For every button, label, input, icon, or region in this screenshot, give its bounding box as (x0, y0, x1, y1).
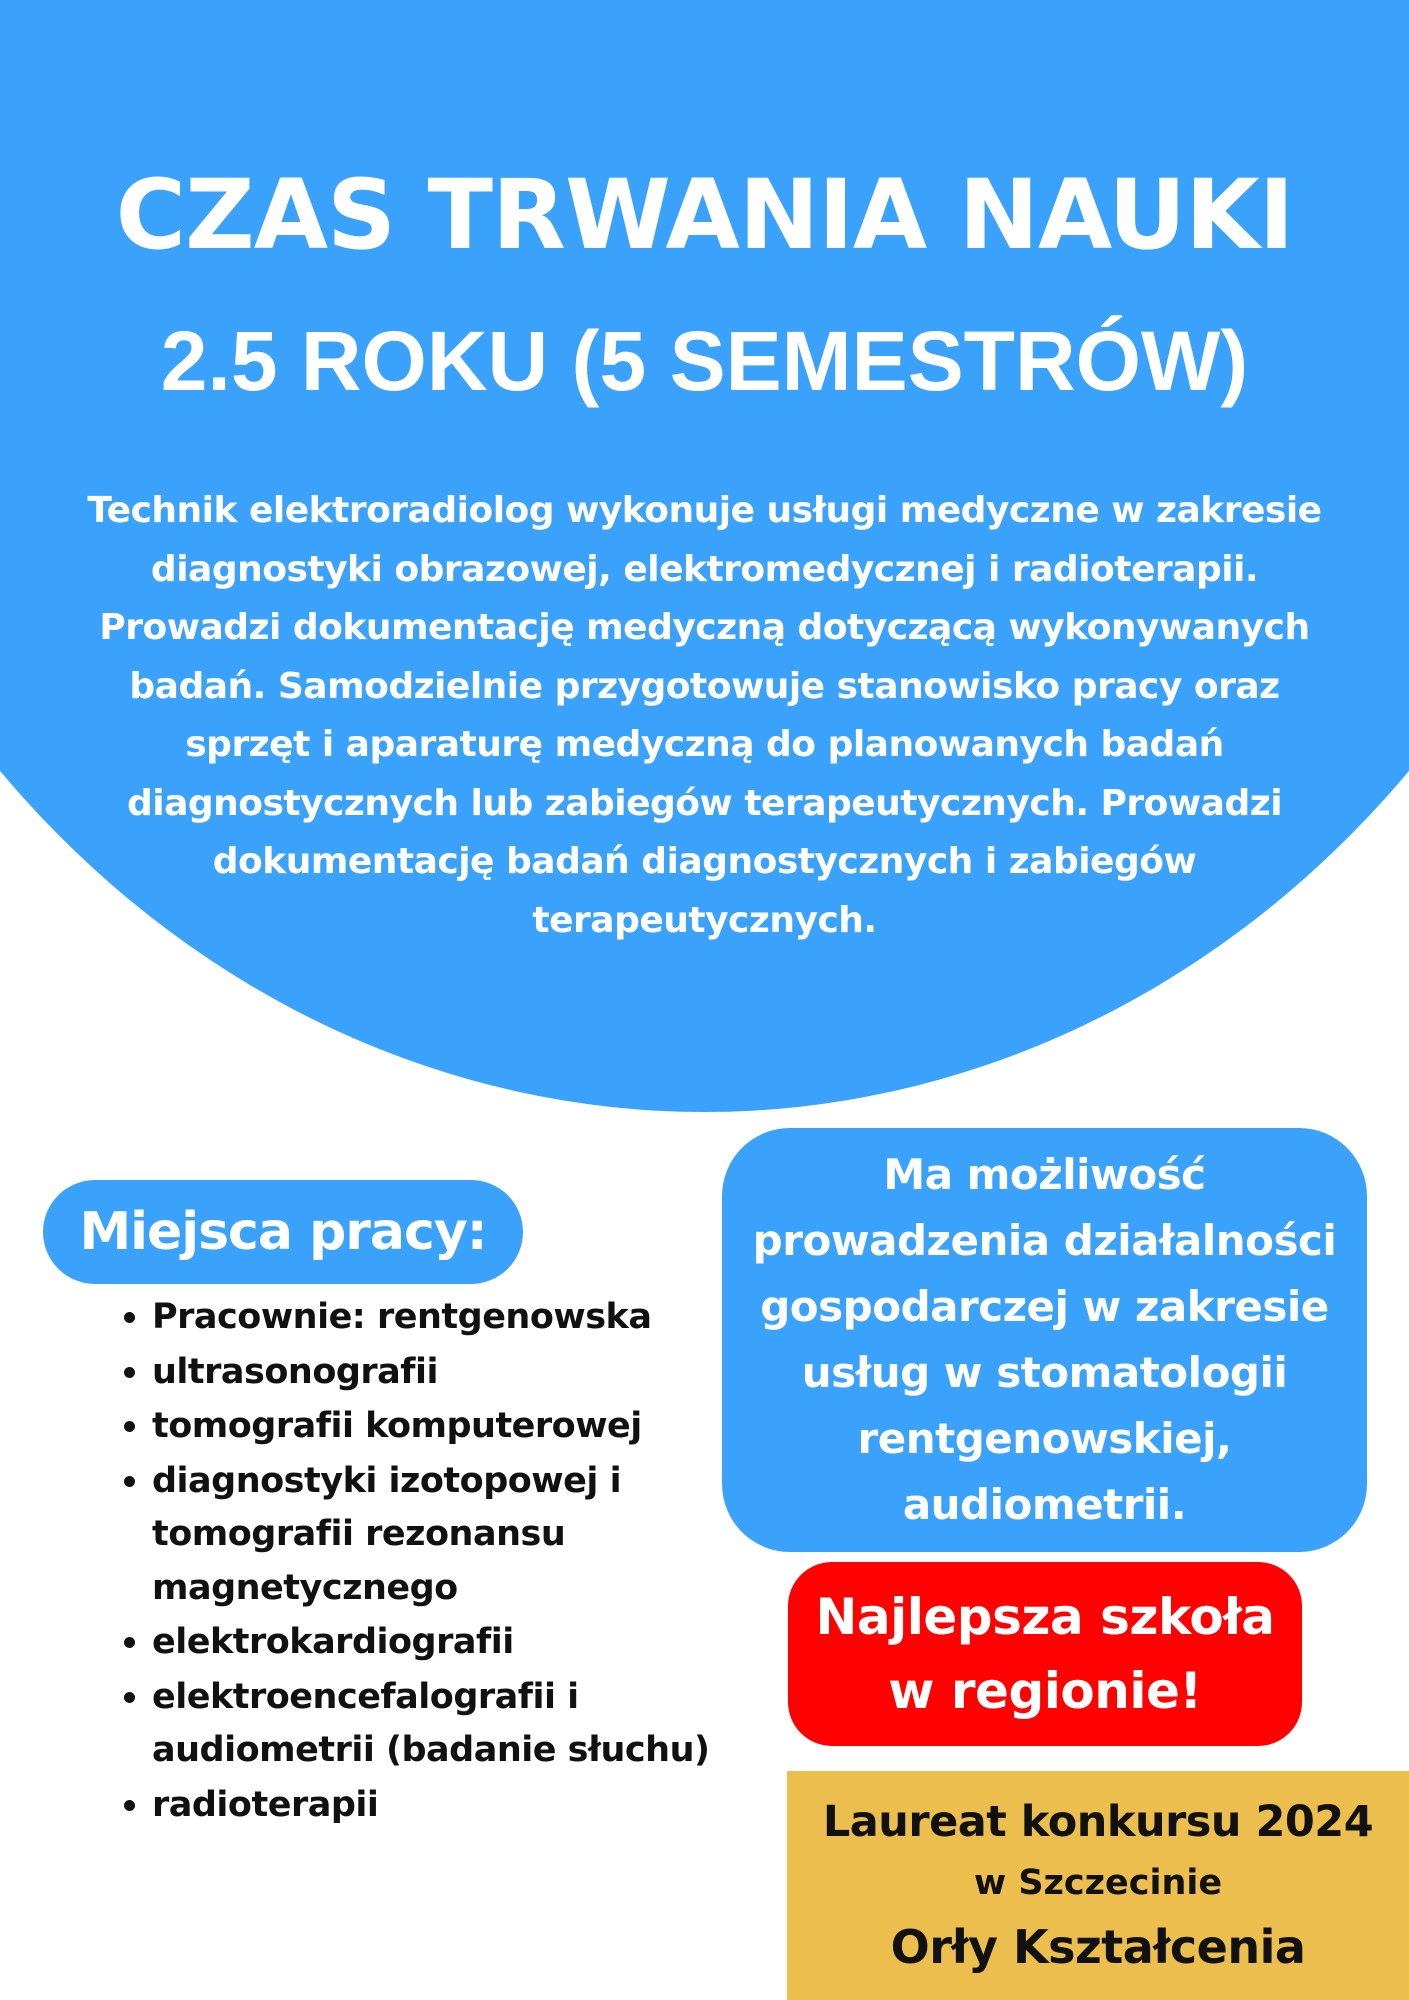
list-item: • ultrasonografii (152, 1345, 792, 1400)
award-location: w Szczecinie (973, 1862, 1223, 1903)
award-title: Laureat konkursu 2024 (822, 1796, 1374, 1847)
best-school-line-1: Najlepsza szkoła (815, 1588, 1275, 1646)
page-title: CZAS TRWANIA NAUKI (115, 159, 1294, 271)
list-item: • elektrokardiografii (152, 1615, 792, 1670)
workplaces-list (100, 1290, 792, 1832)
business-info-text: Ma możliwość prowadzenia działalności gospodarczej w zakresie usług w stomatologii rentgenowskiej, audiometrii. (752, 1150, 1337, 1529)
business-info-box (722, 1128, 1367, 1552)
profession-description: Technik elektroradiolog wykonuje usługi medyczne w zakresie diagnostyki obrazowej, elektromedycznej i radioterapii. Prowadzi dokumentację medyczną dotyczącą wykonywanych badań. Samodzielnie przygotowuje stanowisko pracy oraz sprzęt i aparaturę medyczną do planowanych badań diagnostycznych lub zabiegów terapeutycznych. Prowadzi dokumentację badań diagnostycznych i zabiegów terapeutycznych. (87, 490, 1322, 941)
best-school-line-2: w regionie! (888, 1662, 1202, 1720)
list-item: • tomografii komputerowej (152, 1399, 792, 1454)
award-name: Orły Kształcenia (890, 1919, 1306, 1974)
best-school-badge (788, 1562, 1302, 1746)
list-item: • Pracownie: rentgenowska (152, 1290, 792, 1345)
award-box (787, 1771, 1409, 2000)
workplaces-heading: Miejsca pracy: (43, 1180, 523, 1284)
list-item: • diagnostyki izotopowej i tomografii rezonansu magnetycznego (152, 1454, 792, 1616)
list-item: • radioterapii (152, 1778, 792, 1833)
duration-subtitle: 2.5 ROKU (5 SEMESTRÓW) (160, 314, 1249, 408)
list-item: • elektroencefalografii i audiometrii (badanie słuchu) (152, 1670, 792, 1778)
